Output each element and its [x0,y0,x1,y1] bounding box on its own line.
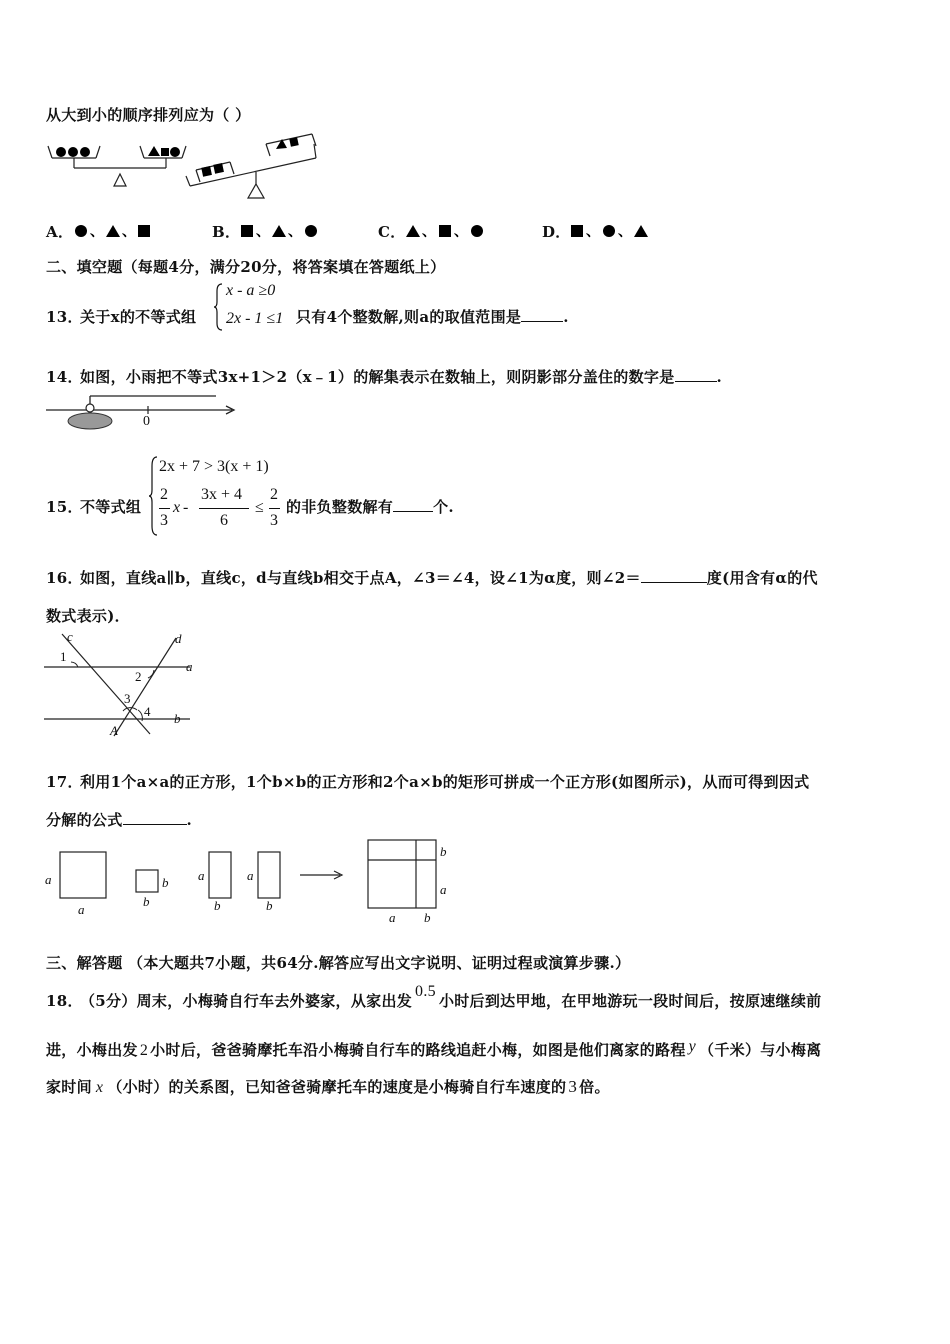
section2-title: 二、填空题（每题4分，满分20分，将答案填在答题纸上） [46,258,446,276]
q15-answer-blank[interactable] [393,497,433,512]
q18-var-y: y [688,1038,697,1055]
q16-number: 16． [46,569,83,587]
q16-line1 [80,567,818,588]
balance-scale-figure-1 [44,140,194,192]
q15-brace-icon [149,456,159,536]
option-d-shapes [570,223,690,239]
q14-line [80,366,722,387]
q17-label-b-5: b [440,844,447,859]
q13-suffix [296,306,569,327]
q18-line2-c: （千米）与小梅离 [699,1041,822,1059]
q18-line2-b: 小时后，爸爸骑摩托车沿小梅骑自行车的路线追赶小梅，如图是他们离家的路程 [150,1041,686,1059]
q17-label-b-1: b [162,875,169,890]
frac2-bar [199,508,249,509]
q15-prefix: 不等式组 [80,498,142,516]
q15-end: 个. [433,498,454,516]
q12-stem: 从大到小的顺序排列应为（ ） [46,106,251,124]
frac1-bar [159,508,170,509]
q17-label-a-3: a [198,868,205,883]
frac3-den: 3 [270,512,278,529]
q14-number: 14． [46,368,83,386]
q17-line1: 利用1个a×a的正方形，1个b×b的正方形和2个a×b的矩形可拼成一个正方形(如图所示)，从而可得到因式 [80,773,810,791]
q17-end: . [186,811,193,829]
label-angle-2: 2 [135,669,142,684]
q17-label-b-4: b [266,898,273,913]
option-b-shapes [240,223,360,239]
q16-line1-tail: 度(用含有α的代 [706,569,818,587]
minus-sign: - [183,499,189,516]
q18-three-value: 3 [568,1077,578,1096]
q15-suffix [286,496,454,517]
q17-label-a-4: a [247,868,254,883]
option-c-shapes [406,223,526,239]
q17-label-b-3: b [214,898,221,913]
q13-number: 13． [46,308,83,326]
q16-answer-blank[interactable] [641,568,707,583]
q14-answer-blank[interactable] [675,367,717,382]
svg-text:、: 、 [90,224,104,240]
frac3-bar [269,508,280,509]
label-angle-1: 1 [60,649,67,664]
q18-line2 [46,1039,821,1060]
q17-label-b-2: b [143,894,150,909]
q17-label-a-5: a [440,882,447,897]
label-angle-4: 4 [144,704,151,719]
option-letter: B． [212,223,241,241]
le-sign: ≤ [255,499,264,516]
balance-scale-figure-2 [186,136,326,200]
q18-half-value: 0.5 [415,983,436,1000]
frac2-den: 6 [220,512,228,529]
q13-suffix-text: 只有4个整数解,则a的取值范围是 [296,308,522,326]
q13-inequality-2: 2x - 1 ≤1 [226,310,284,327]
q17-squares-figure [44,836,464,926]
q14-end: . [716,368,723,386]
q13-end: . [563,308,569,326]
frac1-den: 3 [160,512,168,529]
q16-parallel-lines-figure [44,630,194,740]
frac2-num: 3x + 4 [201,486,243,503]
q13-brace-icon [214,283,224,331]
q18-line1-b: 小时后到达甲地，在甲地游玩一段时间后，按原速继续前 [438,992,822,1010]
option-letter: D． [542,223,571,241]
section3-title: 三、解答题 （本大题共7小题，共64分.解答应写出文字说明、证明过程或演算步骤.） [46,954,631,972]
svg-text:、: 、 [256,224,270,240]
label-angle-3: 3 [124,691,131,706]
q17-label-a-2: a [78,902,85,917]
q18-number: 18． [46,992,83,1010]
frac1-num: 2 [160,486,168,503]
q17-label-a-1: a [45,872,52,887]
frac3-num: 2 [270,486,278,503]
q17-line2 [46,809,192,830]
option-a-shapes [74,223,194,239]
q17-label-b-6: b [424,910,431,925]
option-letter: A． [46,223,74,241]
svg-text:、: 、 [618,224,632,240]
svg-text:、: 、 [586,224,600,240]
q18-line1 [80,983,822,1011]
q18-line3-a: 家时间 [46,1078,92,1096]
svg-text:、: 、 [288,224,302,240]
option-letter: C． [378,223,406,241]
label-c: c [67,629,73,644]
label-b: b [174,711,181,726]
q17-line2-text: 分解的公式 [46,811,123,829]
q18-two-value: 2 [139,1042,149,1059]
var-x: x [173,499,181,516]
svg-text:、: 、 [422,224,436,240]
q13-inequality-1: x - a ≥0 [226,282,276,299]
q18-line1-a: （5分）周末，小梅骑自行车去外婆家，从家出发 [80,992,413,1010]
label-d: d [175,631,182,646]
q15-number: 15． [46,498,83,516]
label-point-A: A [110,723,118,738]
q16-line1-text: 如图，直线a∥b，直线c，d与直线b相交于点A，∠3＝∠4，设∠1为α度，则∠2＝ [80,569,641,587]
label-a: a [186,659,193,674]
svg-text:、: 、 [122,224,136,240]
q15-inequality-1: 2x + 7 > 3(x + 1) [159,458,269,475]
svg-text:、: 、 [454,224,468,240]
q18-line3-b: （小时）的关系图，已知爸爸骑摩托车的速度是小梅骑自行车速度的 [107,1078,567,1096]
q13-answer-blank[interactable] [521,307,563,322]
q16-line2: 数式表示)． [46,607,130,625]
q13-prefix: 关于x的不等式组 [80,308,197,326]
q18-line3-c: 倍。 [579,1078,610,1096]
q17-number: 17． [46,773,83,791]
q14-axis-zero: 0 [143,414,150,429]
q14-text: 如图，小雨把不等式3x+1＞2（x﹣1）的解集表示在数轴上，则阴影部分盖住的数字是 [80,368,675,386]
q17-answer-blank[interactable] [123,810,187,825]
q17-label-a-6: a [389,910,396,925]
q15-suffix-text: 的非负整数解有 [286,498,394,516]
q18-line2-a: 进，小梅出发 [46,1041,138,1059]
q18-var-x: x [95,1079,104,1096]
q18-line3 [46,1076,610,1097]
q15-inequality-2 [159,486,289,536]
